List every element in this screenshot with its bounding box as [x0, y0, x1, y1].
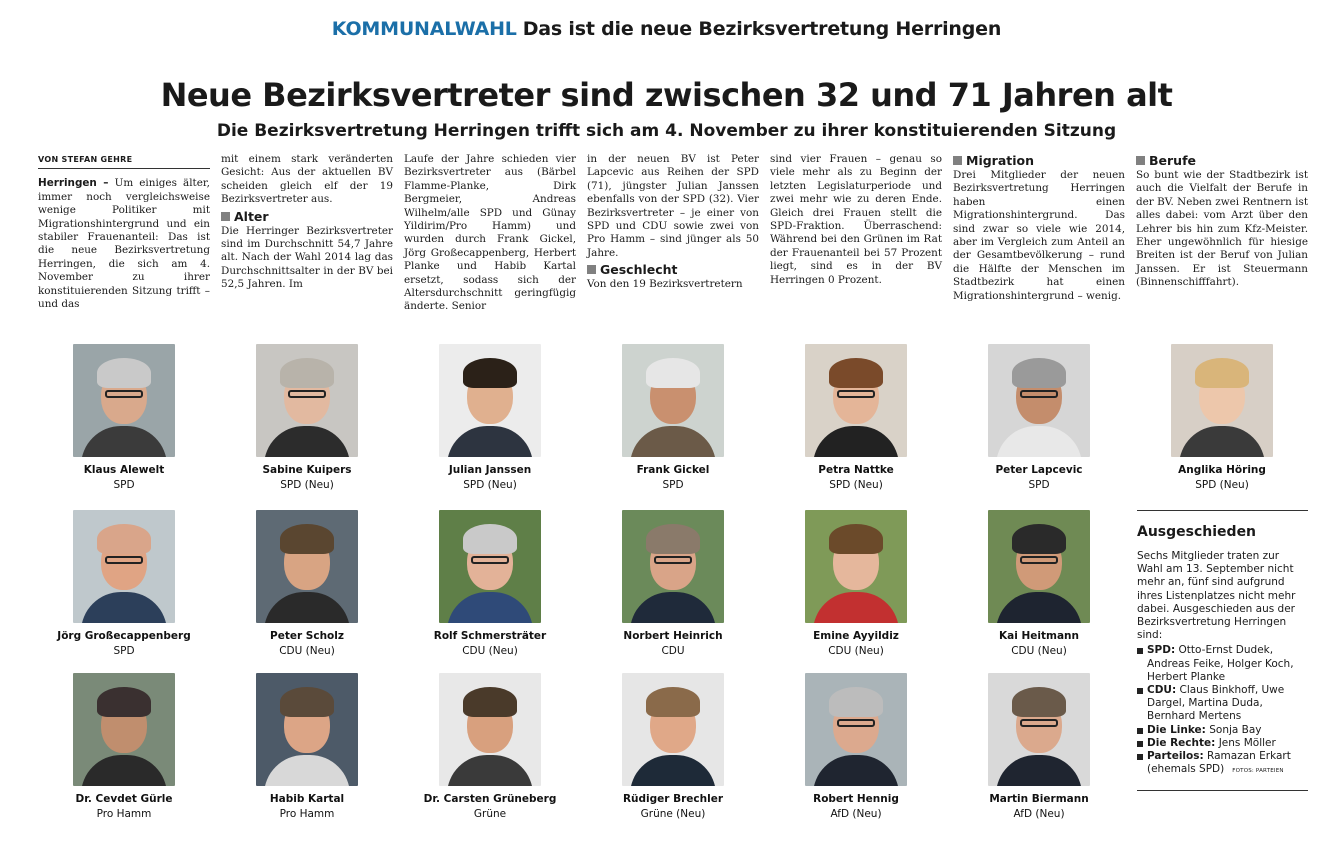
portrait-grid — [38, 344, 1308, 824]
column-2 — [221, 153, 393, 292]
portrait-hair — [1195, 358, 1249, 388]
kicker-label: KOMMUNALWAHL — [331, 18, 517, 40]
portrait-hair — [463, 524, 517, 554]
portrait-glasses — [837, 390, 875, 398]
member-name: Petra Nattke — [818, 464, 894, 476]
portrait-shoulders — [630, 592, 716, 623]
portrait-photo — [805, 344, 907, 457]
member-name: Rolf Schmersträter — [433, 630, 547, 642]
ausgeschieden-intro: Sechs Mitglieder traten zur Wahl am 13. September nicht mehr an, fünf sind aufgrund ihres Listenplatzes nicht mehr dabei. Ausgeschieden aus der Bezirksvertretung Herringen sind: — [1137, 550, 1296, 642]
member-card — [221, 344, 393, 494]
article-kicker — [0, 18, 1333, 40]
portrait-shoulders — [813, 592, 899, 623]
square-bullet-icon — [953, 156, 962, 165]
member-party: SPD — [113, 479, 135, 491]
portrait-glasses — [1020, 390, 1058, 398]
member-card — [770, 344, 942, 494]
party-label: Parteilos: — [1147, 750, 1204, 763]
member-card — [404, 673, 576, 823]
photo-credit: FOTOS: PARTEIEN — [1232, 768, 1284, 775]
column-1-body: Um einiges älter, immer noch vergleichsweise wenige Politiker mit Migrationshintergrund und ein stabiler Frauenanteil: Das ist die neue Bezirksvertretung Herringen, die sich am 4. November zu ihrer konstituierenden Sitzung trifft – und das — [38, 177, 210, 311]
member-names: Ramazan Erkart (ehemals SPD) — [1147, 750, 1291, 776]
portrait-glasses — [1020, 719, 1058, 727]
portrait-shoulders — [1179, 426, 1265, 457]
subtitle-berufe — [1136, 153, 1308, 168]
member-card — [38, 510, 210, 660]
column-7 — [1136, 153, 1308, 290]
subtitle-alter — [221, 209, 393, 224]
member-card — [221, 673, 393, 823]
member-card — [587, 673, 759, 823]
portrait-photo — [988, 510, 1090, 623]
member-card — [38, 673, 210, 823]
portrait-photo — [73, 510, 175, 623]
portrait-shoulders — [447, 755, 533, 786]
portrait-hair — [1012, 524, 1066, 554]
portrait-shoulders — [630, 426, 716, 457]
portrait-shoulders — [447, 592, 533, 623]
member-name: Julian Janssen — [448, 464, 532, 476]
member-name: Peter Lapcevic — [995, 464, 1083, 476]
dateline: Herringen – — [38, 177, 109, 190]
column-2-text-2: Die Herringer Bezirksvertreter sind im Durchschnitt 54,7 Jahre alt. Nach der Wahl 2014 lag das Durchschnittsalter in der BV bei 52,5 Jahren. Im — [221, 224, 393, 291]
portrait-photo — [256, 344, 358, 457]
subtitle-geschlecht-label: Geschlecht — [600, 262, 678, 278]
square-bullet-icon — [221, 212, 230, 221]
subtitle-migration-label: Migration — [966, 153, 1035, 168]
portrait-hair — [829, 358, 883, 388]
member-party: Grüne (Neu) — [640, 808, 706, 820]
member-name: Martin Biermann — [989, 793, 1089, 805]
member-party: SPD (Neu) — [280, 479, 334, 491]
portrait-hair — [646, 687, 700, 717]
portrait-photo — [439, 344, 541, 457]
list-item — [1137, 684, 1308, 724]
list-item — [1137, 644, 1308, 684]
member-party: CDU (Neu) — [828, 645, 884, 657]
portrait-photo — [1171, 344, 1273, 457]
member-party: SPD — [662, 479, 684, 491]
portrait-hair — [280, 358, 334, 388]
subtitle-migration — [953, 153, 1125, 168]
portrait-shoulders — [447, 426, 533, 457]
column-4-text-1: in der neuen BV ist Peter Lapcevic aus Reihen der SPD (71), jüngster Julian Janssen ebenfalls von der SPD (32). Vier Bezirksvertreter – je einer von SPD und CDU sowie zwei von Pro Hamm – sind jünger als 50 Jahre. — [587, 153, 759, 259]
member-party: SPD (Neu) — [829, 479, 883, 491]
column-6 — [953, 153, 1125, 303]
portrait-photo — [439, 673, 541, 786]
member-name: Klaus Alewelt — [83, 464, 165, 476]
member-name: Sabine Kuipers — [262, 464, 352, 476]
portrait-hair — [280, 524, 334, 554]
party-label: Die Rechte: — [1147, 736, 1216, 749]
portrait-photo — [622, 510, 724, 623]
list-item — [1137, 724, 1308, 737]
member-name: Jörg Großecappenberg — [57, 630, 191, 642]
column-3-text: Laufe der Jahre schieden vier Bezirksvertreter aus (Bärbel Flamme-Planke, Dirk Bergmeier, Andreas Wilhelm/alle SPD und Günay Yildirim/Pro Hamm) und wurden durch Frank Gickel, Jörg Großecappenberg, Herbert Planke und Habib Kartal ersetzt, sodass sich der Altersdurchschnitt geringfügig änderte. Senior — [404, 153, 576, 313]
portrait-hair — [829, 687, 883, 717]
member-card — [587, 344, 759, 494]
column-4-text-2: Von den 19 Bezirksvertretern — [587, 278, 743, 291]
member-name: Habib Kartal — [269, 793, 345, 805]
column-6-text: Drei Mitglieder der neuen Bezirksvertretung Herringen haben einen Migrationshintergrund. Das sind zwar so viele wie 2014, aber im Vergleich zum Anteil an der Gesamtbevölkerung – rund die Hälfte der Menschen im Stadtbezirk hat einen Migrationshintergrund – wenig. — [953, 169, 1125, 302]
portrait-photo — [805, 673, 907, 786]
portrait-glasses — [837, 719, 875, 727]
member-name: Dr. Carsten Grüneberg — [423, 793, 557, 805]
portrait-glasses — [471, 556, 509, 564]
member-party: SPD (Neu) — [463, 479, 517, 491]
list-item — [1137, 750, 1308, 778]
portrait-glasses — [1020, 556, 1058, 564]
column-2-text-1: mit einem stark veränderten Gesicht: Aus der aktuellen BV scheiden gleich elf der 19 Bezirksvertreter aus. — [221, 153, 393, 206]
party-label: CDU: — [1147, 684, 1177, 697]
list-item — [1137, 737, 1308, 750]
member-party: CDU (Neu) — [279, 645, 335, 657]
member-name: Frank Gickel — [636, 464, 710, 476]
column-3 — [404, 153, 576, 314]
member-card — [953, 344, 1125, 494]
portrait-photo — [256, 673, 358, 786]
party-label: SPD: — [1147, 644, 1176, 657]
portrait-photo — [805, 510, 907, 623]
portrait-shoulders — [81, 755, 167, 786]
member-name: Dr. Cevdet Gürle — [75, 793, 173, 805]
portrait-hair — [1012, 358, 1066, 388]
column-5 — [770, 153, 942, 287]
member-party: SPD (Neu) — [1195, 479, 1249, 491]
member-party: CDU (Neu) — [1011, 645, 1067, 657]
portrait-shoulders — [264, 426, 350, 457]
portrait-hair — [829, 524, 883, 554]
ausgeschieden-list — [1137, 644, 1308, 778]
portrait-shoulders — [996, 755, 1082, 786]
byline: VON STEFAN GEHRE — [38, 153, 210, 169]
member-name: Robert Hennig — [813, 793, 899, 805]
member-card — [953, 510, 1125, 660]
column-1-text — [38, 177, 210, 311]
portrait-shoulders — [264, 592, 350, 623]
subheadline: Die Bezirksvertretung Herringen trifft sich am 4. November zu ihrer konstituierenden Sitzung — [216, 121, 1117, 141]
portrait-hair — [97, 524, 151, 554]
member-party: Grüne — [473, 808, 507, 820]
portrait-photo — [988, 344, 1090, 457]
member-party: SPD — [1028, 479, 1050, 491]
portrait-glasses — [105, 390, 143, 398]
portrait-hair — [97, 358, 151, 388]
subtitle-alter-label: Alter — [234, 208, 269, 224]
portrait-shoulders — [996, 592, 1082, 623]
column-7-text: So bunt wie der Stadtbezirk ist auch die Vielfalt der Berufe in der BV. Neben zwei Rentnern ist alles dabei: vom Arzt über den Lehrer bis hin zum Kfz-Meister. Eher ungewöhnlich für hiesige Breiten ist der Beruf von Julian Janssen. Er ist Steuermann (Binnenschifffahrt). — [1136, 169, 1308, 289]
member-name: Kai Heitmann — [999, 630, 1079, 642]
member-party: SPD — [113, 645, 135, 657]
portrait-hair — [463, 687, 517, 717]
member-card — [953, 673, 1125, 823]
member-party: AfD (Neu) — [830, 808, 882, 820]
kicker-text: Das ist die neue Bezirksvertretung Herringen — [522, 18, 1002, 40]
subtitle-berufe-label: Berufe — [1149, 153, 1196, 168]
member-name: Peter Scholz — [270, 630, 344, 642]
member-card — [587, 510, 759, 660]
portrait-hair — [280, 687, 334, 717]
member-names: Otto-Ernst Dudek, Andreas Feike, Holger Koch, Herbert Planke — [1147, 644, 1294, 683]
portrait-photo — [622, 344, 724, 457]
portrait-photo — [622, 673, 724, 786]
portrait-hair — [463, 358, 517, 388]
portrait-hair — [97, 687, 151, 717]
member-party: CDU — [661, 645, 685, 657]
portrait-shoulders — [81, 592, 167, 623]
member-card — [770, 510, 942, 660]
portrait-shoulders — [813, 755, 899, 786]
portrait-photo — [439, 510, 541, 623]
portrait-shoulders — [81, 426, 167, 457]
member-card — [404, 344, 576, 494]
portrait-photo — [73, 673, 175, 786]
member-card — [404, 510, 576, 660]
ausgeschieden-title: Ausgeschieden — [1137, 524, 1257, 540]
portrait-glasses — [105, 556, 143, 564]
portrait-photo — [988, 673, 1090, 786]
member-name: Emine Ayyildiz — [813, 630, 899, 642]
column-5-text: sind vier Frauen – genau so viele mehr als zu Beginn der letzten Legislaturperiode und zwei mehr wie zu deren Ende. Gleich drei Frauen stellt die SPD-Fraktion. Überraschend: Während bei den Grünen im Rat der Frauenanteil bei 57 Prozent liegt, sind es in der BV Herringen 0 Prozent. — [770, 153, 942, 286]
portrait-hair — [646, 524, 700, 554]
column-4 — [587, 153, 759, 292]
member-card — [221, 510, 393, 660]
portrait-photo — [256, 510, 358, 623]
member-party: AfD (Neu) — [1013, 808, 1065, 820]
square-bullet-icon — [587, 265, 596, 274]
member-card — [770, 673, 942, 823]
member-party: Pro Hamm — [279, 808, 335, 820]
portrait-shoulders — [264, 755, 350, 786]
member-card — [38, 344, 210, 494]
member-party: CDU (Neu) — [462, 645, 518, 657]
party-label: Die Linke: — [1147, 723, 1206, 736]
member-names: Sonja Bay — [1209, 723, 1262, 736]
subtitle-geschlecht — [587, 262, 759, 277]
portrait-shoulders — [630, 755, 716, 786]
article-body — [38, 153, 1308, 321]
member-name: Norbert Heinrich — [623, 630, 723, 642]
member-party: Pro Hamm — [96, 808, 152, 820]
square-bullet-icon — [1136, 156, 1145, 165]
member-card — [1136, 344, 1308, 494]
portrait-glasses — [654, 556, 692, 564]
member-names: Claus Binkhoff, Uwe Dargel, Martina Duda, Bernhard Mertens — [1147, 684, 1285, 723]
ausgeschieden-box — [1137, 510, 1308, 791]
member-names: Jens Möller — [1218, 736, 1276, 749]
headline: Neue Bezirksvertreter sind zwischen 32 und 71 Jahren alt — [160, 76, 1173, 114]
member-name: Anglika Höring — [1178, 464, 1266, 476]
portrait-hair — [646, 358, 700, 388]
portrait-glasses — [288, 390, 326, 398]
column-1 — [38, 153, 210, 311]
portrait-hair — [1012, 687, 1066, 717]
member-name: Rüdiger Brechler — [622, 793, 724, 805]
portrait-photo — [73, 344, 175, 457]
portrait-shoulders — [996, 426, 1082, 457]
portrait-shoulders — [813, 426, 899, 457]
